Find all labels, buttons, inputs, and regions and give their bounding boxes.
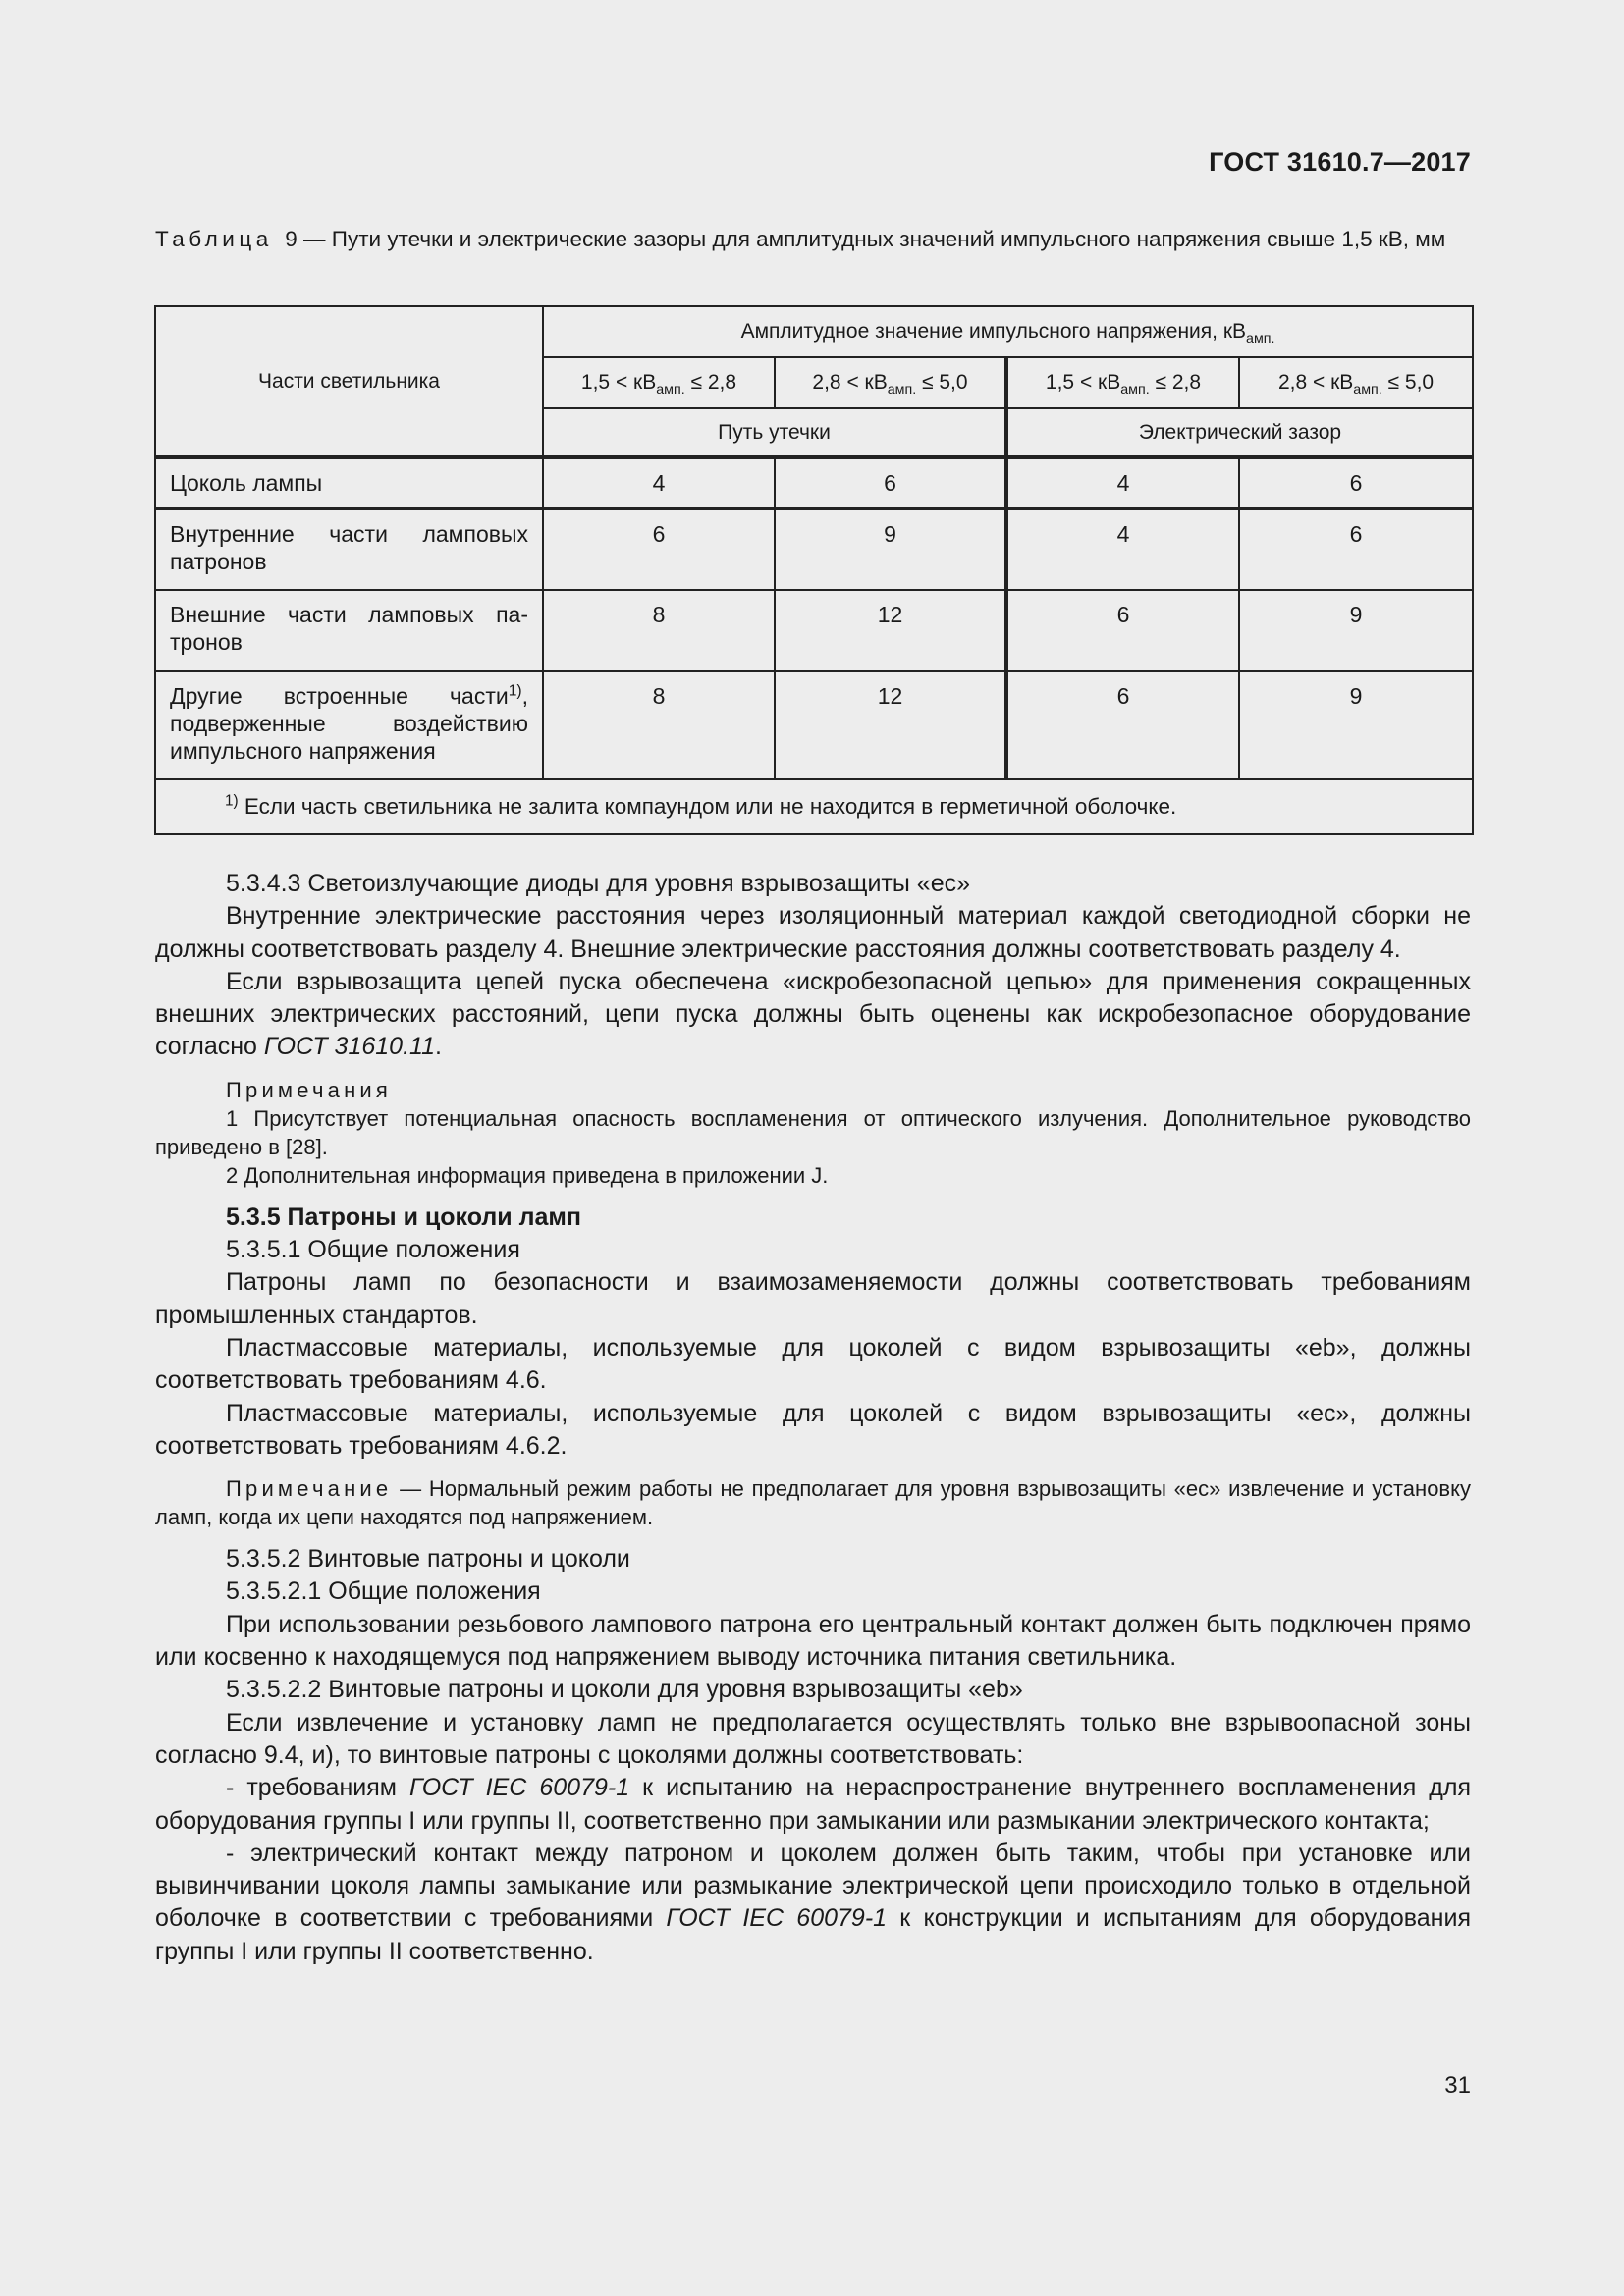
row-value: 6 <box>1006 590 1239 671</box>
note-item: 2 Дополнительная информация приведена в приложении J. <box>226 1162 829 1188</box>
paragraph: Если взрывозащита цепей пуска обеспечена «искробезопасной цепью» для применения сокращенных внешних электрических расстояний, цепи пуска должны быть оценены как искробезопасное оборудование согласно ГОСТ 31610.11. <box>155 967 1471 1061</box>
header-parts: Части светильника <box>155 306 543 457</box>
paragraph: Если извлечение и установку ламп не предполагается осуществлять только вне взрывоопасной зоны согласно 9.4, и), то винтовые патроны с цоколями должны соответствовать: <box>155 1708 1471 1769</box>
row-value: 12 <box>775 671 1006 779</box>
row-value: 9 <box>775 508 1006 590</box>
row-value: 4 <box>1006 508 1239 590</box>
paragraph: Патроны ламп по безопасности и взаимозаменяемости должны соответствовать требованиям промышленных стандартов. <box>155 1268 1471 1329</box>
page-header-standard: ГОСТ 31610.7—2017 <box>1209 147 1471 177</box>
paragraph: Пластмассовые материалы, используемые для цоколей с видом взрывозащиты «eb», должны соответствовать требованиям 4.6. <box>155 1333 1471 1395</box>
row-value: 6 <box>1239 508 1473 590</box>
header-range: $2,8 < кВ_{амп.} \le 5,0$ <box>1239 357 1473 408</box>
header-range: $1,5 < кВ_{амп.} \le 2,8$ <box>1006 357 1239 408</box>
body-text <box>155 868 1471 1968</box>
table-caption-label: Таблица <box>155 227 273 251</box>
header-clearance: Электрический зазор <box>1006 408 1473 457</box>
row-value: 9 <box>1239 590 1473 671</box>
row-value: 8 <box>543 671 775 779</box>
row-value: 4 <box>1006 457 1239 508</box>
table-row <box>155 671 1473 779</box>
page-number: 31 <box>1444 2072 1471 2099</box>
row-value: 9 <box>1239 671 1473 779</box>
row-value: 6 <box>543 508 775 590</box>
standard-reference: ГОСТ 31610.11 <box>263 1033 435 1061</box>
row-value: 6 <box>775 457 1006 508</box>
section-5-3-4-3-title: 5.3.4.3 Светоизлучающие диоды для уровня взрывозащиты «ес» <box>226 870 970 897</box>
table-footnote-row <box>155 779 1473 834</box>
header-voltage-group: Амплитудное значение импульсного напряжения, $кВ_{амп.}$ <box>543 306 1473 357</box>
row-value: 12 <box>775 590 1006 671</box>
note-item: 1 Присутствует потенциальная опасность воспламенения от оптического излучения. Дополнительное руководство приведено в [28]. <box>155 1105 1471 1159</box>
row-value: 8 <box>543 590 775 671</box>
row-part: Цоколь лампы <box>155 457 543 508</box>
row-value: 6 <box>1006 671 1239 779</box>
row-part: Внутренние части ламповых патронов <box>155 508 543 590</box>
header-range: $2,8 < кВ_{амп.} \le 5,0$ <box>775 357 1006 408</box>
table-9 <box>154 305 1474 835</box>
paragraph: Пластмассовые материалы, используемые для цоколей с видом взрывозащиты «ес», должны соответствовать требованиям 4.6.2. <box>155 1399 1471 1460</box>
section-5-3-5-1-title: 5.3.5.1 Общие положения <box>226 1236 520 1264</box>
row-value: 6 <box>1239 457 1473 508</box>
table-header-row <box>155 306 1473 357</box>
table-row <box>155 508 1473 590</box>
list-item: - требованиям ГОСТ IEC 60079-1 к испытанию на нераспространение внутреннего воспламенения для оборудования группы I или группы II, соответственно при замыкании или размыкании электрического контакта; <box>155 1774 1471 1835</box>
table-caption-number: 9 <box>285 227 298 251</box>
header-creepage: Путь утечки <box>543 408 1006 457</box>
row-part: Внешние части ламповых па-тронов <box>155 590 543 671</box>
table-caption-text: — Пути утечки и электрические зазоры для амплитудных значений импульсного напряжения свыше 1,5 кВ, мм <box>303 227 1446 251</box>
header-range: $1,5 < кВ_{амп.} \le 2,8$ <box>543 357 775 408</box>
paragraph: При использовании резьбового лампового патрона его центральный контакт должен быть подключен прямо или косвенно к находящемуся под напряжением выводу источника питания светильника. <box>155 1610 1471 1672</box>
section-5-3-5-2-title: 5.3.5.2 Винтовые патроны и цоколи <box>226 1545 630 1574</box>
row-value: 4 <box>543 457 775 508</box>
table-caption <box>155 225 1471 254</box>
table-footnote: $^{1)}$ Если часть светильника не залита компаундом или не находится в герметичной оболочке. <box>155 779 1473 834</box>
standard-reference: ГОСТ IEC 60079-1 <box>666 1904 888 1933</box>
section-5-3-5-2-2-title: 5.3.5.2.2 Винтовые патроны и цоколи для уровня взрывозащиты «eb» <box>226 1676 1023 1704</box>
note-single: Примечание — Нормальный режим работы не предполагает для уровня взрывозащиты «ес» извлечение и установку ламп, когда их цепи находятся под напряжением. <box>155 1476 1471 1530</box>
table-row <box>155 457 1473 508</box>
notes-label: Примечания <box>226 1077 393 1102</box>
table-row <box>155 590 1473 671</box>
notes-block <box>155 1076 1471 1190</box>
section-5-3-5-2-1-title: 5.3.5.2.1 Общие положения <box>226 1577 541 1606</box>
list-item: - электрический контакт между патроном и цоколем должен быть таким, чтобы при установке или вывинчивании цоколя лампы замыкание или размыкание электрической цепи происходило только в отдельной оболочке в соответствии с требованиями ГОСТ IEC 60079-1 к конструкции и испытаниям для оборудования группы I или группы II соответственно. <box>155 1839 1471 1965</box>
section-5-3-5-title: 5.3.5 Патроны и цоколи ламп <box>226 1202 581 1231</box>
paragraph: Внутренние электрические расстояния через изоляционный материал каждой светодиодной сборки не должны соответствовать разделу 4. Внешние электрические расстояния должны соответствовать разделу 4. <box>155 902 1471 963</box>
note-block <box>155 1474 1471 1531</box>
standard-reference: ГОСТ IEC 60079-1 <box>408 1774 630 1802</box>
row-part: Другие встроенные части$^{1)}$, подверженные воздействию импульсного напряжения <box>155 671 543 779</box>
